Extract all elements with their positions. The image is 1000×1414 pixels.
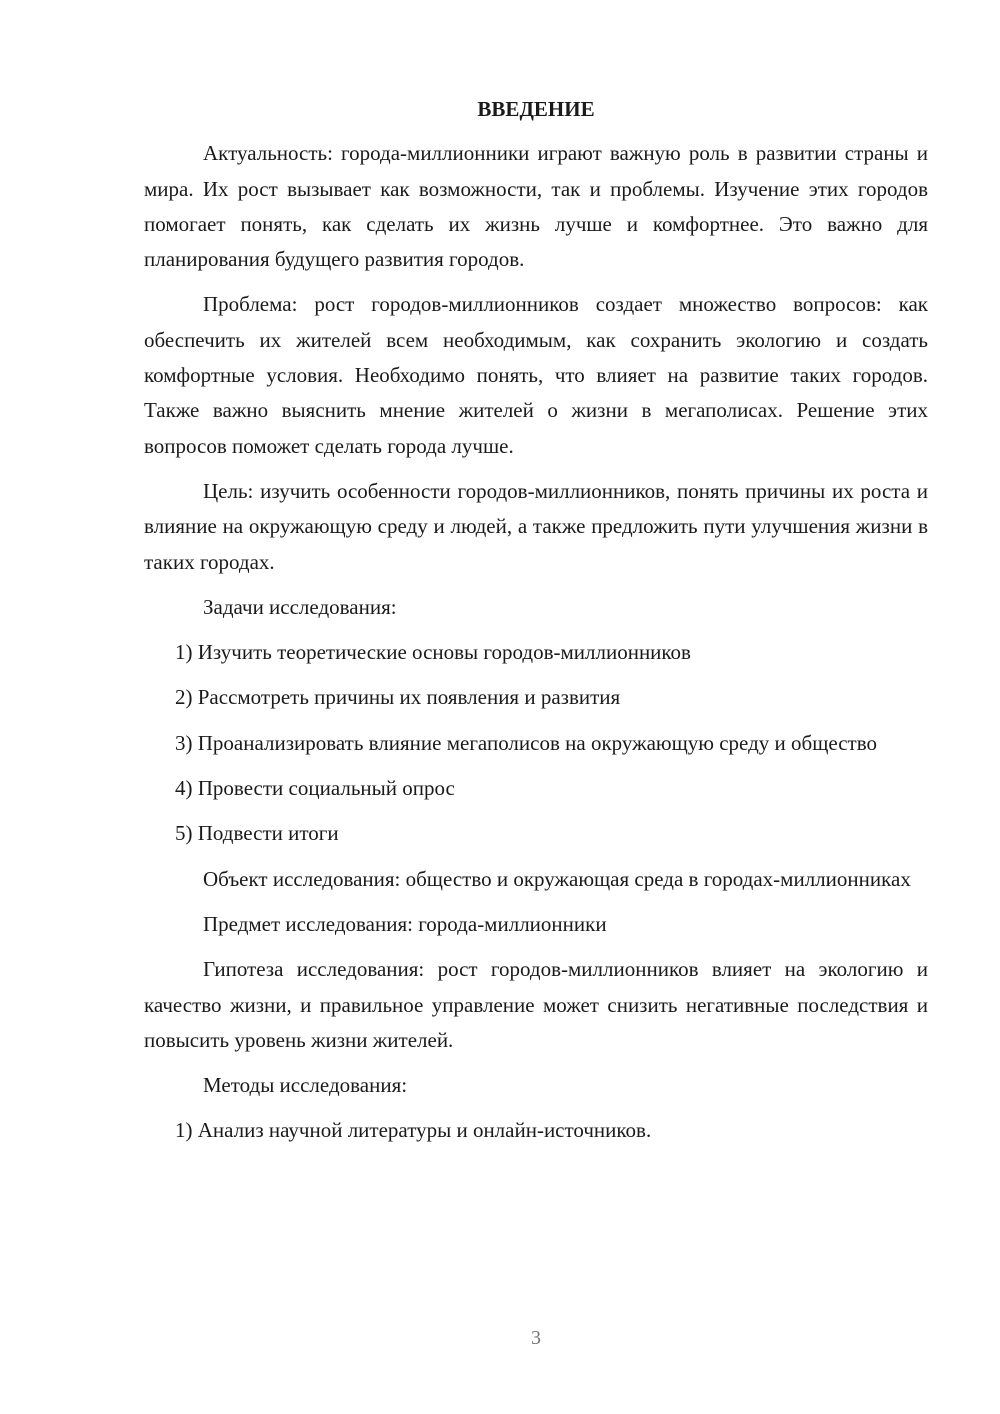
paragraph-goal: Цель: изучить особенности городов-миллионников, понять причины их роста и влияние на окружающую среду и людей, а также предложить пути улучшения жизни в таких городах. <box>144 478 928 574</box>
page-number: 3 <box>531 1327 541 1349</box>
task-item-2: 2) Рассмотреть причины их появления и развития <box>175 685 621 710</box>
paragraph-hypothesis: Гипотеза исследования: рост городов-миллионников влияет на экологию и качество жизни, и правильное управление может снизить негативные последствия и повысить уровень жизни жителей. <box>144 957 928 1052</box>
paragraph-problem: Проблема: рост городов-миллионников создает множество вопросов: как обеспечить их жителей всем необходимым, как сохранить экологию и создать комфортные условия. Необходимо понять, что влияет на развитие таких городов. Также важно выяснить мнение жителей о жизни в мегаполисах. Решение этих вопросов поможет сделать города лучше. <box>144 292 928 458</box>
paragraph-object: Объект исследования: общество и окружающая среда в городах-миллионниках <box>203 866 911 891</box>
tasks-heading: Задачи исследования: <box>203 594 397 619</box>
task-item-5: 5) Подвести итоги <box>175 821 339 846</box>
task-item-1: 1) Изучить теоретические основы городов-миллионников <box>175 640 691 665</box>
task-item-3: 3) Проанализировать влияние мегаполисов на окружающую среду и общество <box>175 730 877 755</box>
paragraph-relevance: Актуальность: города-миллионники играют важную роль в развитии страны и мира. Их рост вызывает как возможности, так и проблемы. Изучение этих городов помогает понять, как сделать их жизнь лучше и комфортнее. Это важно для планирования будущего развития городов. <box>144 141 928 272</box>
document-page <box>144 92 928 1159</box>
task-item-4: 4) Провести социальный опрос <box>175 776 455 801</box>
section-title: ВВЕДЕНИЕ <box>477 97 595 121</box>
method-item-1: 1) Анализ научной литературы и онлайн-источников. <box>175 1118 652 1143</box>
paragraph-subject: Предмет исследования: города-миллионники <box>203 911 607 936</box>
methods-heading: Методы исследования: <box>203 1073 408 1098</box>
